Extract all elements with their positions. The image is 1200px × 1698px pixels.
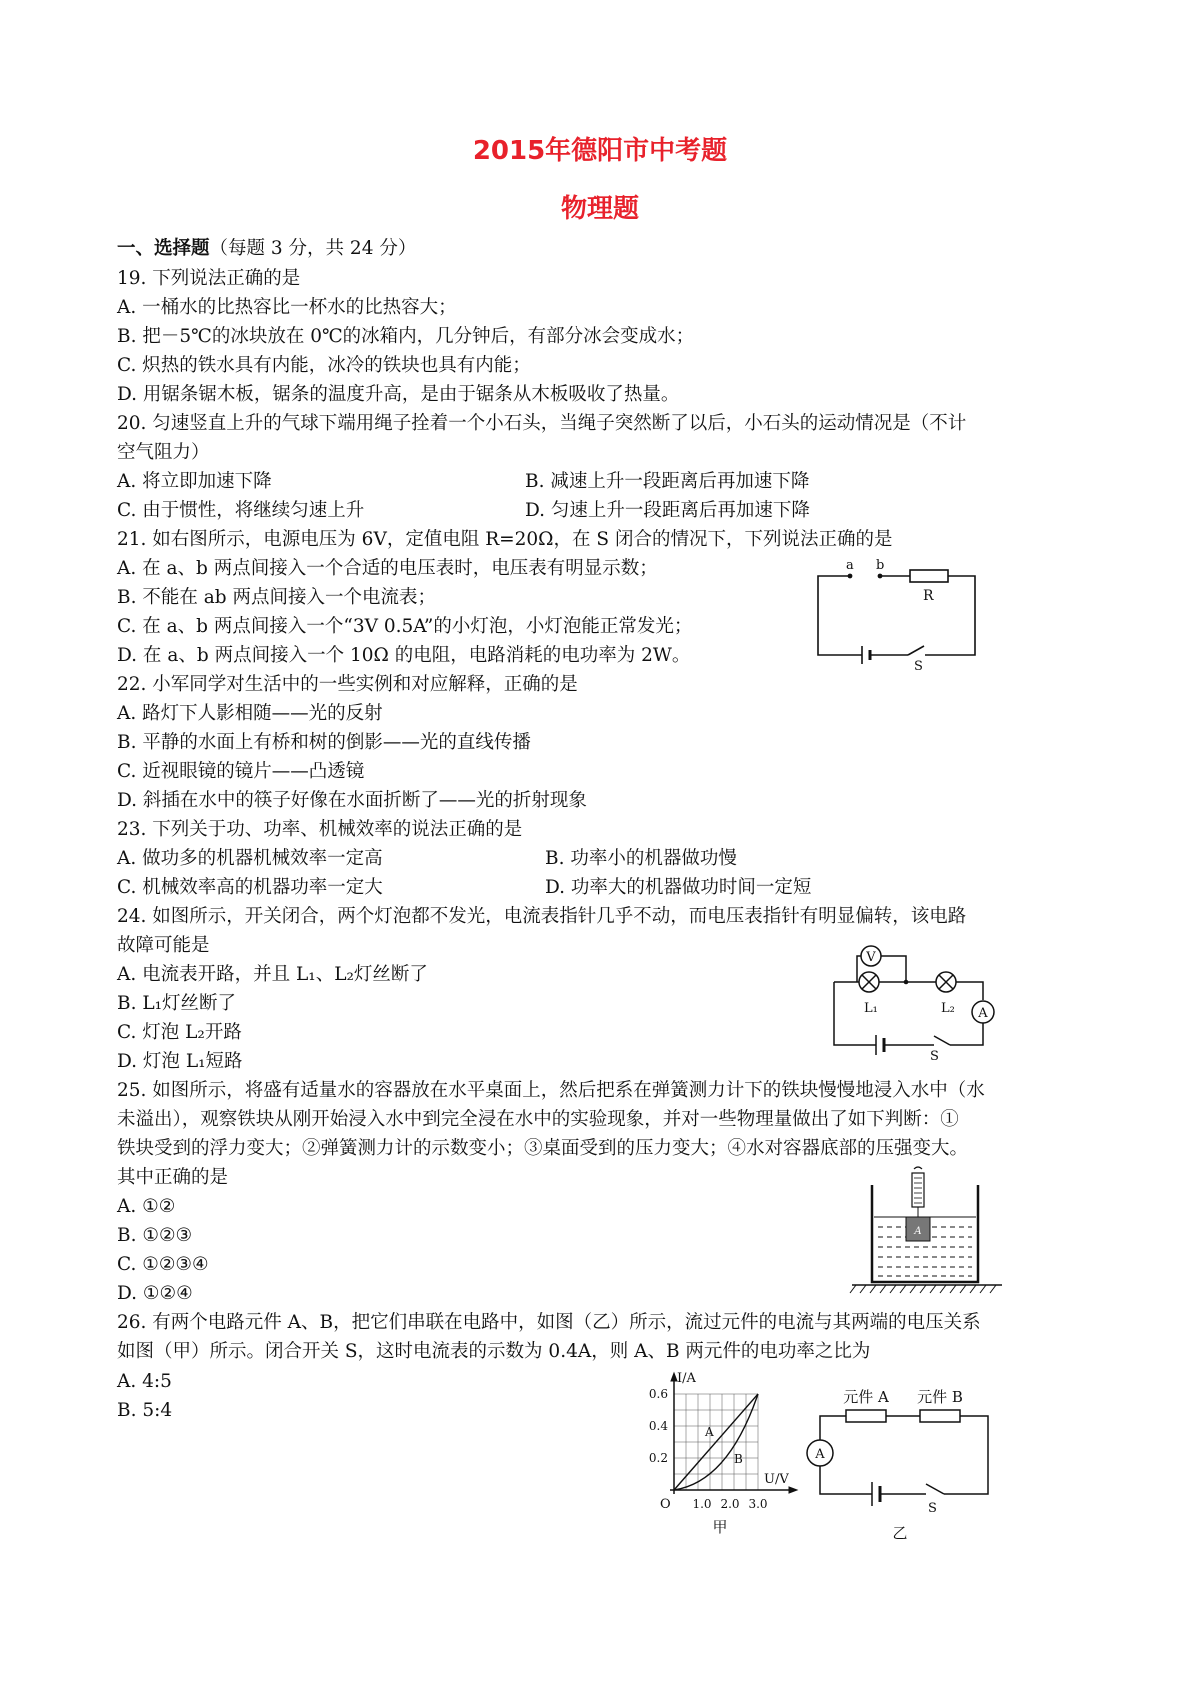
q20-option-a: A. 将立即加速下降 bbox=[117, 471, 272, 492]
q26-graph-xtick-3: 3.0 bbox=[748, 1497, 768, 1511]
q22-option-c: C. 近视眼镜的镜片——凸透镜 bbox=[117, 761, 365, 782]
q25-option-b: B. ①②③ bbox=[117, 1225, 193, 1246]
q26-element-b-label: 元件 B bbox=[917, 1388, 963, 1406]
q25-stem-line4: 其中正确的是 bbox=[117, 1167, 229, 1188]
q25-option-a: A. ①② bbox=[117, 1196, 176, 1217]
page-subtitle: 物理题 bbox=[560, 194, 639, 224]
q24-switch-label: S bbox=[930, 1049, 939, 1064]
q24-stem-line1: 24. 如图所示，开关闭合，两个灯泡都不发光，电流表指针几乎不动，而电压表指针有明显偏转，该电路 bbox=[117, 906, 967, 927]
q24-option-a: A. 电流表开路，并且 L₁、L₂灯丝断了 bbox=[117, 964, 428, 985]
q26-option-b: B. 5:4 bbox=[117, 1400, 173, 1421]
section-label: 一、选择题 bbox=[117, 238, 210, 259]
q22-option-d: D. 斜插在水中的筷子好像在水面折断了——光的折射现象 bbox=[117, 790, 587, 811]
q19-option-b: B. 把－5℃的冰块放在 0℃的冰箱内，几分钟后，有部分冰会变成水； bbox=[117, 326, 695, 347]
q26-element-a-label: 元件 A bbox=[843, 1388, 889, 1406]
q20-option-d: D. 匀速上升一段距离后再加速下降 bbox=[525, 500, 810, 521]
q25-block-label: A bbox=[914, 1226, 922, 1237]
q26-graph-xtick-1: 1.0 bbox=[692, 1497, 712, 1511]
q25-stem-line3: 铁块受到的浮力变大；②弹簧测力计的示数变小；③桌面受到的压力变大；④水对容器底部的压强变大。 bbox=[117, 1138, 969, 1159]
q24-voltmeter-label: V bbox=[866, 950, 876, 965]
q26-graph-xlabel: U/V bbox=[764, 1472, 789, 1487]
q24-circuit-figure bbox=[826, 938, 1006, 1063]
q21-stem: 21. 如右图所示，电源电压为 6V，定值电阻 R=20Ω，在 S 闭合的情况下，下列说法正确的是 bbox=[117, 529, 893, 550]
q26-graph-ytick-3: 0.2 bbox=[648, 1451, 668, 1465]
q21-fig-label-b: b bbox=[876, 558, 885, 573]
q20-stem-line1: 20. 匀速竖直上升的气球下端用绳子拴着一个小石头，当绳子突然断了以后，小石头的运动情况是（不计 bbox=[117, 413, 967, 434]
q22-option-a: A. 路灯下人影相随——光的反射 bbox=[117, 703, 383, 724]
q20-option-b: B. 减速上升一段距离后再加速下降 bbox=[525, 471, 810, 492]
q26-stem-line2: 如图（甲）所示。闭合开关 S，这时电流表的示数为 0.4A，则 A、B 两元件的电功率之比为 bbox=[117, 1341, 871, 1362]
q24-ammeter-label: A bbox=[978, 1006, 988, 1021]
q25-option-d: D. ①②④ bbox=[117, 1283, 193, 1304]
q26-iu-graph bbox=[640, 1370, 815, 1550]
q25-option-c: C. ①②③④ bbox=[117, 1254, 209, 1275]
q21-circuit-figure bbox=[800, 558, 1000, 673]
q19-option-d: D. 用锯条锯木板，锯条的温度升高，是由于锯条从木板吸收了热量。 bbox=[117, 384, 680, 405]
q21-option-c: C. 在 a、b 两点间接入一个“3V 0.5A”的小灯泡，小灯泡能正常发光； bbox=[117, 616, 693, 637]
q24-stem-line2: 故障可能是 bbox=[117, 935, 210, 956]
q25-beaker-figure bbox=[850, 1165, 1005, 1295]
q24-l1-label: L₁ bbox=[864, 1001, 878, 1016]
q21-option-d: D. 在 a、b 两点间接入一个 10Ω 的电阻，电路消耗的电功率为 2W。 bbox=[117, 645, 691, 666]
q22-option-b: B. 平静的水面上有桥和树的倒影——光的直线传播 bbox=[117, 732, 531, 753]
q19-stem: 19. 下列说法正确的是 bbox=[117, 268, 301, 289]
q24-l2-label: L₂ bbox=[941, 1001, 955, 1016]
q23-option-a: A. 做功多的机器机械效率一定高 bbox=[117, 848, 383, 869]
q22-stem: 22. 小军同学对生活中的一些实例和对应解释，正确的是 bbox=[117, 674, 578, 695]
q21-fig-label-r: R bbox=[923, 588, 934, 604]
q21-fig-label-s: S bbox=[914, 659, 923, 674]
q23-option-b: B. 功率小的机器做功慢 bbox=[545, 848, 737, 869]
q26-graph-xtick-2: 2.0 bbox=[720, 1497, 740, 1511]
q19-option-c: C. 炽热的铁水具有内能，冰冷的铁块也具有内能； bbox=[117, 355, 531, 376]
q26-graph-ytick-2: 0.4 bbox=[648, 1419, 668, 1433]
q26-circuit-caption: 乙 bbox=[892, 1524, 908, 1542]
q26-curve-b-label: B bbox=[734, 1452, 743, 1466]
q25-stem-line1: 25. 如图所示，将盛有适量水的容器放在水平桌面上，然后把系在弹簧测力计下的铁块慢慢地浸入水中（水 bbox=[117, 1080, 985, 1101]
q23-option-c: C. 机械效率高的机器功率一定大 bbox=[117, 877, 383, 898]
q26-stem-line1: 26. 有两个电路元件 A、B，把它们串联在电路中，如图（乙）所示，流过元件的电流与其两端的电压关系 bbox=[117, 1312, 981, 1333]
q24-option-c: C. 灯泡 L₂开路 bbox=[117, 1022, 242, 1043]
q26-curve-a-label: A bbox=[705, 1425, 714, 1439]
page-title: 2015年德阳市中考题 bbox=[472, 136, 728, 166]
q23-stem: 23. 下列关于功、功率、机械效率的说法正确的是 bbox=[117, 819, 523, 840]
q26-circuit-figure bbox=[798, 1376, 1003, 1556]
section-note: （每题 3 分，共 24 分） bbox=[209, 238, 417, 259]
q24-option-d: D. 灯泡 L₁短路 bbox=[117, 1051, 243, 1072]
q21-fig-label-a: a bbox=[846, 558, 854, 573]
q20-option-c: C. 由于惯性，将继续匀速上升 bbox=[117, 500, 365, 521]
q26-graph-ylabel: I/A bbox=[677, 1371, 696, 1386]
q19-option-a: A. 一桶水的比热容比一杯水的比热容大； bbox=[117, 297, 457, 318]
section-heading bbox=[117, 236, 416, 262]
q25-stem-line2: 未溢出），观察铁块从刚开始浸入水中到完全浸在水中的实验现象，并对一些物理量做出了如下判断：① bbox=[117, 1109, 959, 1130]
q21-option-b: B. 不能在 ab 两点间接入一个电流表； bbox=[117, 587, 436, 608]
q26-graph-caption: 甲 bbox=[712, 1518, 728, 1536]
q26-switch-label: S bbox=[928, 1501, 937, 1516]
q26-graph-ytick-1: 0.6 bbox=[648, 1387, 668, 1401]
q26-option-a: A. 4:5 bbox=[117, 1371, 172, 1392]
q24-option-b: B. L₁灯丝断了 bbox=[117, 993, 237, 1014]
q26-graph-origin: O bbox=[660, 1497, 671, 1512]
q20-stem-line2: 空气阻力） bbox=[117, 442, 210, 463]
q26-ammeter-label: A bbox=[815, 1447, 825, 1462]
q21-option-a: A. 在 a、b 两点间接入一个合适的电压表时，电压表有明显示数； bbox=[117, 558, 658, 579]
q23-option-d: D. 功率大的机器做功时间一定短 bbox=[545, 877, 812, 898]
